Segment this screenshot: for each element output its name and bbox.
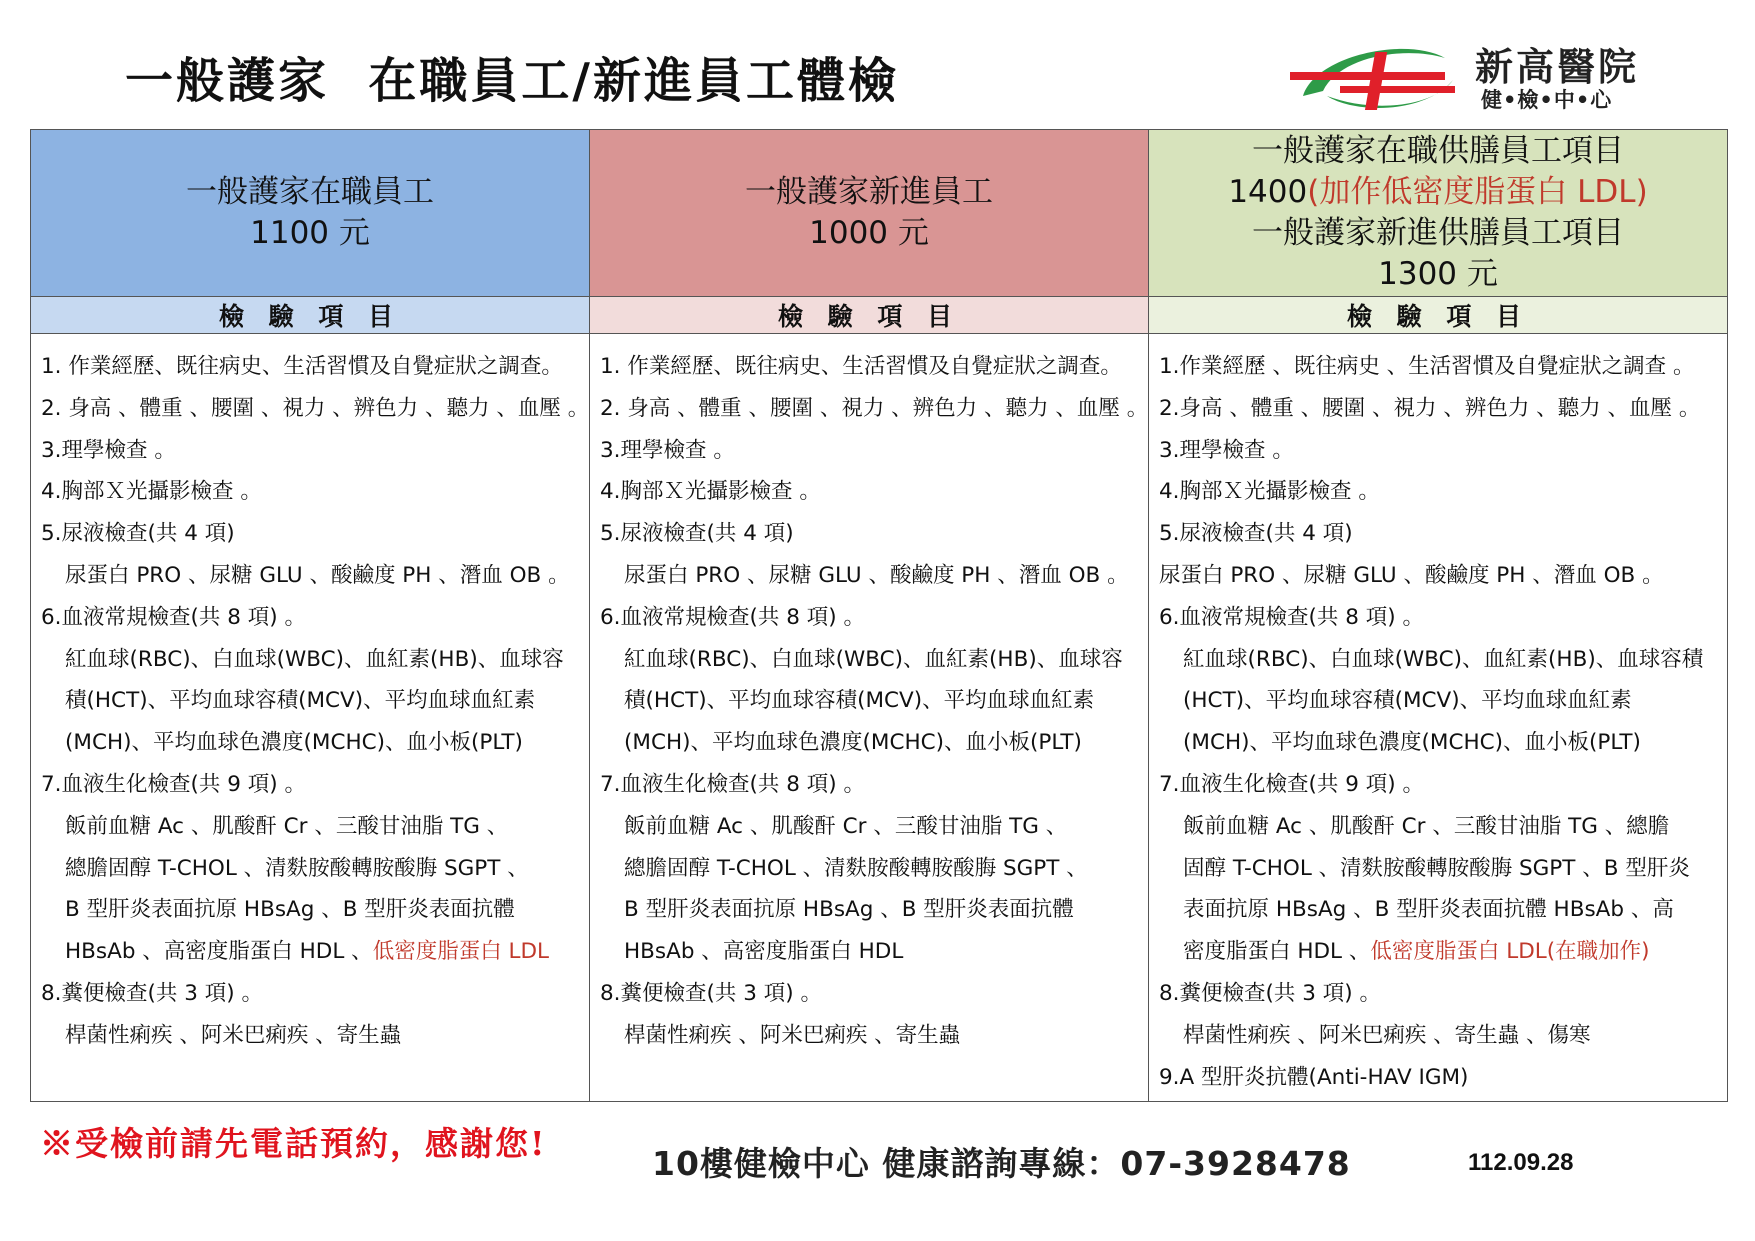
exam-item [600,346,1148,388]
column-items-new [590,334,1149,1102]
exam-item-text: 桿菌性痢疾 、阿米巴痢疾 、寄生蟲 [624,1022,961,1048]
exam-item [600,764,1148,806]
logo-hospital-name: 新高醫院 [1475,45,1640,89]
exam-item [1159,1015,1727,1057]
exam-item-text: HBsAb 、高密度脂蛋白 HDL 、 [65,939,373,965]
exam-item-text: 5.尿液檢查(共 4 項) [600,521,794,547]
exam-item-text: 2.身高 、體重 、腰圍 、視力 、辨色力 、聽力 、血壓 。 [1159,395,1701,421]
exam-item-text: 飯前血糖 Ac 、肌酸酐 Cr 、三酸甘油脂 TG 、 [65,813,509,839]
exam-item-text: 8.糞便檢查(共 3 項) 。 [41,980,263,1006]
header-price: 1000 元 [809,215,929,251]
exam-item-highlight: 低密度脂蛋白 LDL [372,939,550,965]
exam-item-text: 積(HCT)、平均血球容積(MCV)、平均血球血紅素 [624,688,1095,714]
exam-item-text: 8.糞便檢查(共 3 項) 。 [1159,980,1381,1006]
exam-item-text: B 型肝炎表面抗原 HBsAg 、B 型肝炎表面抗體 [65,897,515,923]
exam-item [41,388,589,430]
exam-item [1159,931,1727,973]
exam-item-text: 4.胸部Ｘ光攝影檢查 。 [600,479,821,505]
exam-item [41,722,589,764]
exam-item-text: HBsAb 、高密度脂蛋白 HDL [624,939,904,965]
column-subheader: 檢 驗 項 目 [31,297,590,334]
exam-item-text: 總膽固醇 T-CHOL 、清麩胺酸轉胺酸脢 SGPT 、 [624,855,1088,881]
exam-item [1159,973,1727,1015]
exam-item [600,848,1148,890]
exam-item-text: 紅血球(RBC)、白血球(WBC)、血紅素(HB)、血球容 [624,646,1123,672]
exam-item-text: 3.理學檢查 。 [41,437,176,463]
exam-item [41,680,589,722]
exam-item [41,430,589,472]
exam-item-text: 紅血球(RBC)、白血球(WBC)、血紅素(HB)、血球容積 [1183,646,1704,672]
exam-item [41,513,589,555]
exam-item [41,889,589,931]
exam-item [600,430,1148,472]
header-title: 一般護家在職供膳員工項目 [1252,133,1624,169]
column-items-onjob [31,334,590,1102]
exam-item-text: 6.血液常規檢查(共 8 項) 。 [41,604,306,630]
exam-item-text: 4.胸部Ｘ光攝影檢查 。 [41,479,262,505]
exam-item [41,848,589,890]
hospital-logo [1285,36,1665,116]
column-items-catering [1149,334,1728,1102]
exam-item [600,931,1148,973]
exam-item-text: 7.血液生化檢查(共 8 項) 。 [600,771,865,797]
exam-item-text: 桿菌性痢疾 、阿米巴痢疾 、寄生蟲 、傷寒 [1183,1022,1591,1048]
exam-item-text: 3.理學檢查 。 [1159,437,1294,463]
exam-item-text: 8.糞便檢查(共 3 項) 。 [600,980,822,1006]
exam-item-text: (MCH)、平均血球色濃度(MCHC)、血小板(PLT) [65,730,523,756]
exam-item [41,764,589,806]
exam-item [41,346,589,388]
header-price: 1100 元 [250,215,370,251]
exam-item [600,471,1148,513]
exam-item-text: 固醇 T-CHOL 、清麩胺酸轉胺酸脢 SGPT 、B 型肝炎 [1183,855,1690,881]
exam-item [41,931,589,973]
exam-item-text: (MCH)、平均血球色濃度(MCHC)、血小板(PLT) [624,730,1082,756]
exam-item [41,639,589,681]
exam-item [41,973,589,1015]
hospital-emblem-icon [1285,36,1475,116]
exam-item-text: 1.作業經歷 、既往病史 、生活習慣及自覺症狀之調查 。 [1159,354,1695,379]
column-subheader: 檢 驗 項 目 [590,297,1149,334]
exam-item [600,680,1148,722]
exam-item-text: 飯前血糖 Ac 、肌酸酐 Cr 、三酸甘油脂 TG 、總膽 [1183,813,1670,839]
exam-item [41,471,589,513]
exam-item [1159,889,1727,931]
exam-item [600,555,1148,597]
exam-item [1159,471,1727,513]
exam-item [41,1015,589,1057]
exam-item [41,806,589,848]
header-price-line [1149,172,1727,213]
exam-item [1159,722,1727,764]
logo-subtitle: 健•檢•中•心 [1481,88,1613,112]
column-subheader: 檢 驗 項 目 [1149,297,1728,334]
exam-item [1159,430,1727,472]
exam-item-text: 積(HCT)、平均血球容積(MCV)、平均血球血紅素 [65,688,536,714]
exam-item-text: 5.尿液檢查(共 4 項) [41,521,235,547]
exam-item [41,597,589,639]
exam-item-text: 2. 身高 、體重 、腰圍 、視力 、辨色力 、聽力 、血壓 。 [600,395,1149,421]
exam-item-text: 密度脂蛋白 HDL 、 [1183,939,1371,965]
exam-item-text: 3.理學檢查 。 [600,437,735,463]
column-header-catering [1149,130,1728,297]
exam-item [1159,1057,1727,1099]
exam-item [600,639,1148,681]
exam-item-text: (MCH)、平均血球色濃度(MCHC)、血小板(PLT) [1183,730,1641,756]
page-title: 一般護家 在職員工/新進員工體檢 [125,53,899,109]
exam-item-text: 尿蛋白 PRO 、尿糖 GLU 、酸鹼度 PH 、潛血 OB 。 [624,562,1129,588]
exam-item-text: 4.胸部Ｘ光攝影檢查 。 [1159,479,1380,505]
document-date: 112.09.28 [1468,1149,1574,1176]
exam-item-text: 總膽固醇 T-CHOL 、清麩胺酸轉胺酸脢 SGPT 、 [65,855,529,881]
exam-item [600,722,1148,764]
exam-item [1159,848,1727,890]
consultation-phone: 10樓健檢中心 健康諮詢專線：07-3928478 [652,1144,1351,1183]
exam-item [41,555,589,597]
exam-item [1159,764,1727,806]
exam-item-text: 桿菌性痢疾 、阿米巴痢疾 、寄生蟲 [65,1022,402,1048]
exam-item-text: 7.血液生化檢查(共 9 項) 。 [41,771,306,797]
exam-item-text: 尿蛋白 PRO 、尿糖 GLU 、酸鹼度 PH 、潛血 OB 。 [65,562,570,588]
exam-item-text: 飯前血糖 Ac 、肌酸酐 Cr 、三酸甘油脂 TG 、 [624,813,1068,839]
exam-item [1159,346,1727,388]
appointment-note: ※受檢前請先電話預約，感謝您! [40,1124,547,1163]
exam-item-text: 1. 作業經歷、既往病史、生活習慣及自覺症狀之調查。 [41,354,563,379]
exam-item-text: 1. 作業經歷、既往病史、生活習慣及自覺症狀之調查。 [600,354,1122,379]
exam-item-text: 尿蛋白 PRO 、尿糖 GLU 、酸鹼度 PH 、潛血 OB 。 [1159,562,1664,588]
exam-item-text: B 型肝炎表面抗原 HBsAg 、B 型肝炎表面抗體 [624,897,1074,923]
header-title-2: 一般護家新進供膳員工項目 [1252,215,1624,251]
exam-item [600,806,1148,848]
exam-item-text: 6.血液常規檢查(共 8 項) 。 [600,604,865,630]
exam-item-text: 紅血球(RBC)、白血球(WBC)、血紅素(HB)、血球容 [65,646,564,672]
exam-item [1159,513,1727,555]
header-price-note: (加作低密度脂蛋白 LDL) [1307,174,1648,210]
exam-item-text: 5.尿液檢查(共 4 項) [1159,521,1353,547]
column-header-new [590,130,1149,297]
header-title: 一般護家在職員工 [186,174,434,210]
exam-item [1159,680,1727,722]
exam-item [600,597,1148,639]
header-title: 一般護家新進員工 [745,174,993,210]
exam-item [600,513,1148,555]
exam-item [1159,597,1727,639]
exam-item-text: 6.血液常規檢查(共 8 項) 。 [1159,604,1424,630]
exam-item [600,889,1148,931]
exam-item [600,1015,1148,1057]
exam-item-text: 7.血液生化檢查(共 9 項) 。 [1159,771,1424,797]
exam-item [1159,806,1727,848]
exam-item [1159,388,1727,430]
exam-item-text: 2. 身高 、體重 、腰圍 、視力 、辨色力 、聽力 、血壓 。 [41,395,590,421]
header-price: 1400 [1228,174,1308,210]
column-header-onjob [31,130,590,297]
exam-item [1159,555,1727,597]
exam-item-text: 9.A 型肝炎抗體(Anti-HAV IGM) [1159,1064,1469,1090]
exam-item [600,388,1148,430]
header-price-2: 1300 元 [1378,256,1498,292]
exam-item [1159,639,1727,681]
exam-item-text: 表面抗原 HBsAg 、B 型肝炎表面抗體 HBsAb 、高 [1183,897,1674,923]
exam-item-highlight: 低密度脂蛋白 LDL(在職加作) [1370,939,1650,965]
exam-table [30,129,1728,1102]
exam-item [600,973,1148,1015]
exam-item-text: (HCT)、平均血球容積(MCV)、平均血球血紅素 [1183,688,1632,714]
